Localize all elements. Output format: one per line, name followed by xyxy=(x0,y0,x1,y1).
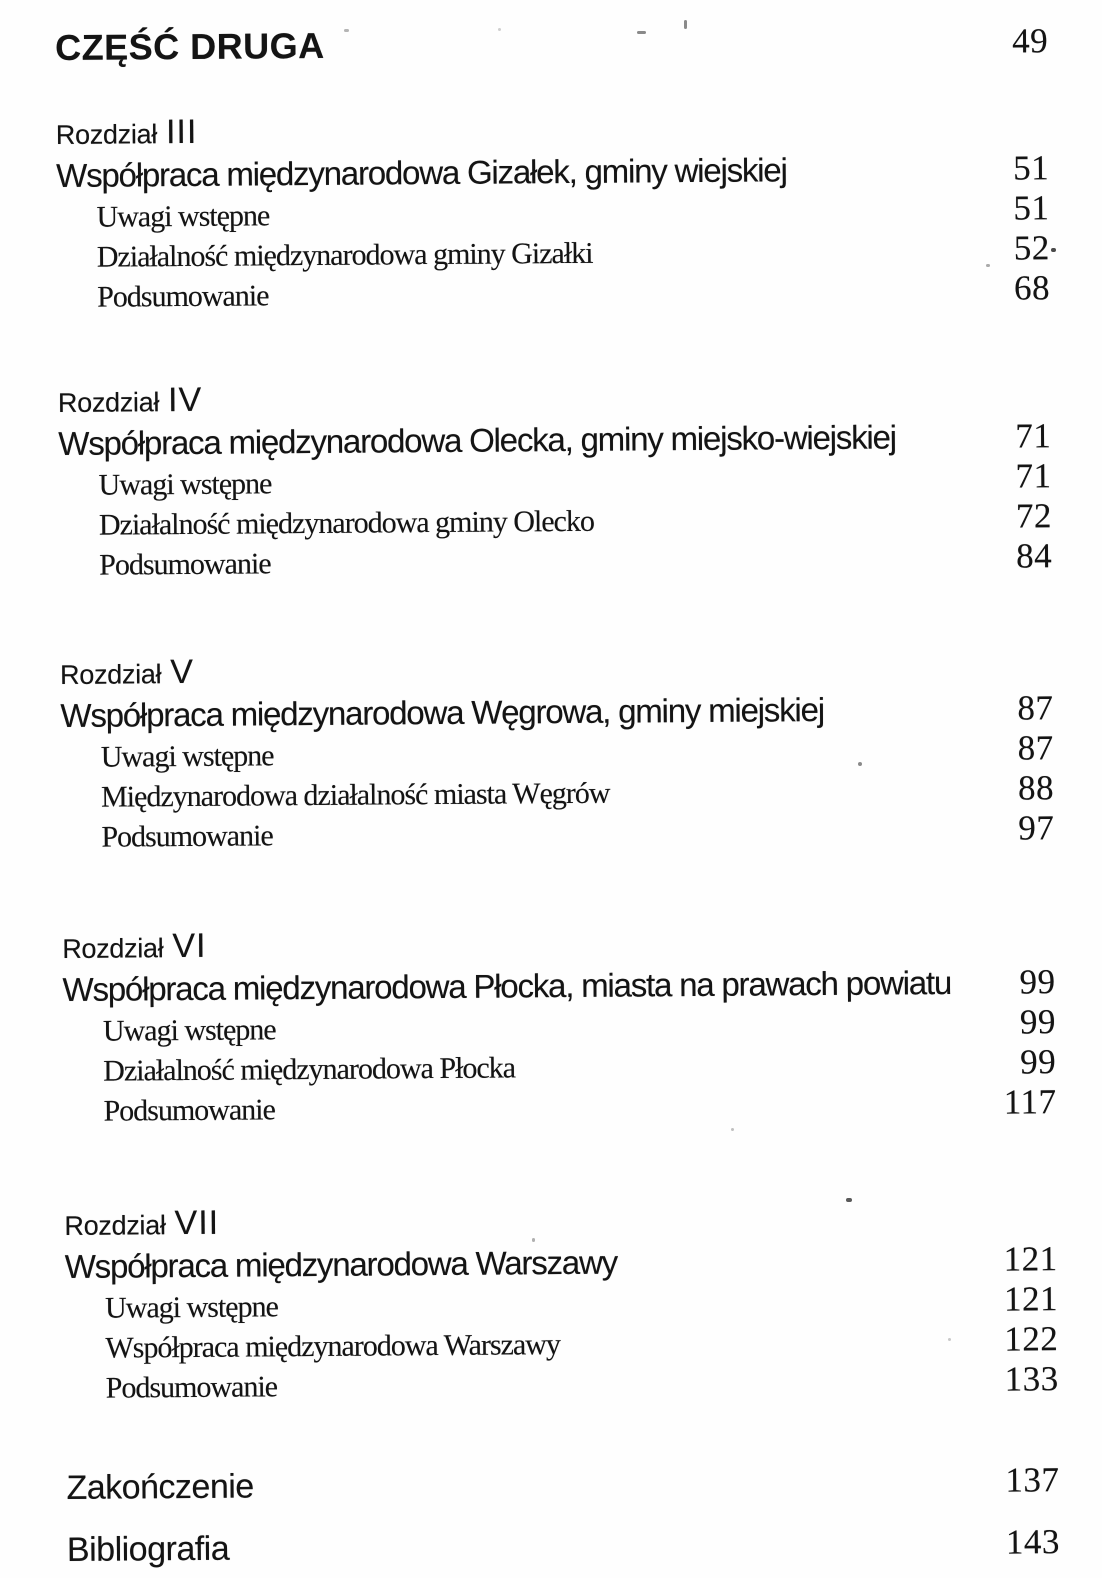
chapter-label: Rozdział xyxy=(57,387,160,418)
chapter-page-number: 51 xyxy=(1012,148,1050,188)
closing-entry-page-number: 143 xyxy=(1005,1522,1061,1562)
chapter-label: Rozdział xyxy=(62,933,164,964)
toc-entry-label: Działalność międzynarodowa Płocka xyxy=(103,1051,516,1088)
chapter-numeral: IV xyxy=(167,380,203,420)
toc-entry-page-number: 51 xyxy=(1013,188,1050,228)
chapter-numeral: V xyxy=(170,652,195,692)
scan-speck xyxy=(1051,248,1056,252)
toc-entry-label: Uwagi wstępne xyxy=(96,199,270,234)
chapter-title: Współpraca międzynarodowa Warszawy xyxy=(64,1243,618,1285)
closing-entry-label: Zakończenie xyxy=(66,1467,254,1507)
toc-entry xyxy=(61,809,1054,857)
chapter-section-v xyxy=(60,645,1055,857)
toc-entry-page-number: 117 xyxy=(1003,1082,1057,1122)
part-heading-page-number: 49 xyxy=(1011,21,1049,61)
toc-entry-page-number: 88 xyxy=(1017,768,1055,808)
chapter-page-number: 99 xyxy=(1019,962,1056,1002)
scan-speck xyxy=(684,20,687,29)
toc-entry-label: Podsumowanie xyxy=(103,1093,275,1128)
toc-entry-page-number: 52 xyxy=(1013,228,1050,268)
toc-entry-page-number: 99 xyxy=(1020,1042,1057,1082)
chapter-label: Rozdział xyxy=(59,659,162,690)
toc-entry-label: Podsumowanie xyxy=(99,547,271,582)
scan-speck xyxy=(532,1238,535,1242)
toc-entry-label: Podsumowanie xyxy=(97,279,269,314)
toc-entry-page-number: 122 xyxy=(1004,1319,1059,1359)
toc-entry-label: Współpraca międzynarodowa Warszawy xyxy=(105,1328,561,1365)
chapter-section-vii xyxy=(64,1196,1059,1408)
toc-entry-label: Uwagi wstępne xyxy=(100,739,274,774)
chapter-label: Rozdział xyxy=(64,1210,166,1241)
toc-entry xyxy=(63,1083,1056,1131)
toc-entry-page-number: 99 xyxy=(1019,1002,1057,1042)
toc-entry-page-number: 84 xyxy=(1016,536,1053,576)
toc-entry-label: Uwagi wstępne xyxy=(98,467,272,502)
chapter-page-number: 71 xyxy=(1015,416,1052,456)
closing-entry-zakonczenie xyxy=(66,1458,1059,1510)
closing-entry-page-number: 137 xyxy=(1005,1460,1060,1500)
toc-entry-page-number: 68 xyxy=(1013,268,1051,308)
toc-entry-label: Podsumowanie xyxy=(105,1370,278,1405)
part-heading-row xyxy=(55,18,1048,71)
scan-speck xyxy=(637,31,646,34)
toc-entry xyxy=(66,1360,1059,1408)
scan-speck xyxy=(986,264,990,267)
scan-speck xyxy=(344,29,349,32)
toc-entry-label: Uwagi wstępne xyxy=(104,1290,278,1325)
toc-entry-page-number: 133 xyxy=(1004,1359,1059,1399)
toc-entry-label: Działalność międzynarodowa gminy Olecko xyxy=(98,504,595,542)
toc-entry-page-number: 121 xyxy=(1003,1279,1059,1319)
scan-speck xyxy=(858,762,862,766)
toc-entry-label: Międzynarodowa działalność miasta Węgrów xyxy=(100,776,610,814)
toc-entry-label: Uwagi wstępne xyxy=(102,1013,276,1048)
toc-entry-label: Działalność międzynarodowa gminy Gizałki xyxy=(96,236,593,274)
toc-entry-page-number: 87 xyxy=(1017,728,1054,768)
chapter-title: Współpraca międzynarodowa Gizałek, gminy wiejskiej xyxy=(56,151,787,194)
chapter-page-number: 121 xyxy=(1003,1239,1058,1279)
part-heading: CZĘŚĆ DRUGA xyxy=(55,24,325,68)
toc-entry xyxy=(57,269,1050,317)
chapter-title: Współpraca międzynarodowa Olecka, gminy miejsko-wiejskiej xyxy=(58,418,896,462)
toc-entry xyxy=(59,537,1052,585)
scan-speck xyxy=(846,1198,852,1202)
toc-entry-label: Podsumowanie xyxy=(101,819,273,854)
chapter-label: Rozdział xyxy=(55,119,158,150)
chapter-section-iv xyxy=(58,373,1053,585)
toc-entry-page-number: 97 xyxy=(1018,808,1055,848)
chapter-title-row xyxy=(62,961,1055,1011)
scan-speck xyxy=(498,28,501,31)
chapter-numeral: VII xyxy=(174,1203,220,1243)
chapter-section-iii xyxy=(56,105,1051,317)
toc-content xyxy=(55,18,1060,1572)
chapter-title: Współpraca międzynarodowa Płocka, miasta na prawach powiatu xyxy=(62,963,952,1008)
chapter-numeral: III xyxy=(165,112,198,152)
scan-speck xyxy=(948,1338,951,1341)
scan-speck xyxy=(731,1128,734,1131)
closing-entry-bibliografia xyxy=(67,1520,1060,1572)
chapter-title: Współpraca międzynarodowa Węgrowa, gminy miejskiej xyxy=(60,690,825,734)
chapter-numeral: VI xyxy=(172,926,207,966)
chapter-page-number: 87 xyxy=(1017,688,1054,728)
chapter-section-vi xyxy=(62,919,1057,1131)
closing-entry-label: Bibliografia xyxy=(66,1529,230,1569)
toc-entry-page-number: 72 xyxy=(1015,496,1053,536)
toc-entry-page-number: 71 xyxy=(1015,456,1052,496)
